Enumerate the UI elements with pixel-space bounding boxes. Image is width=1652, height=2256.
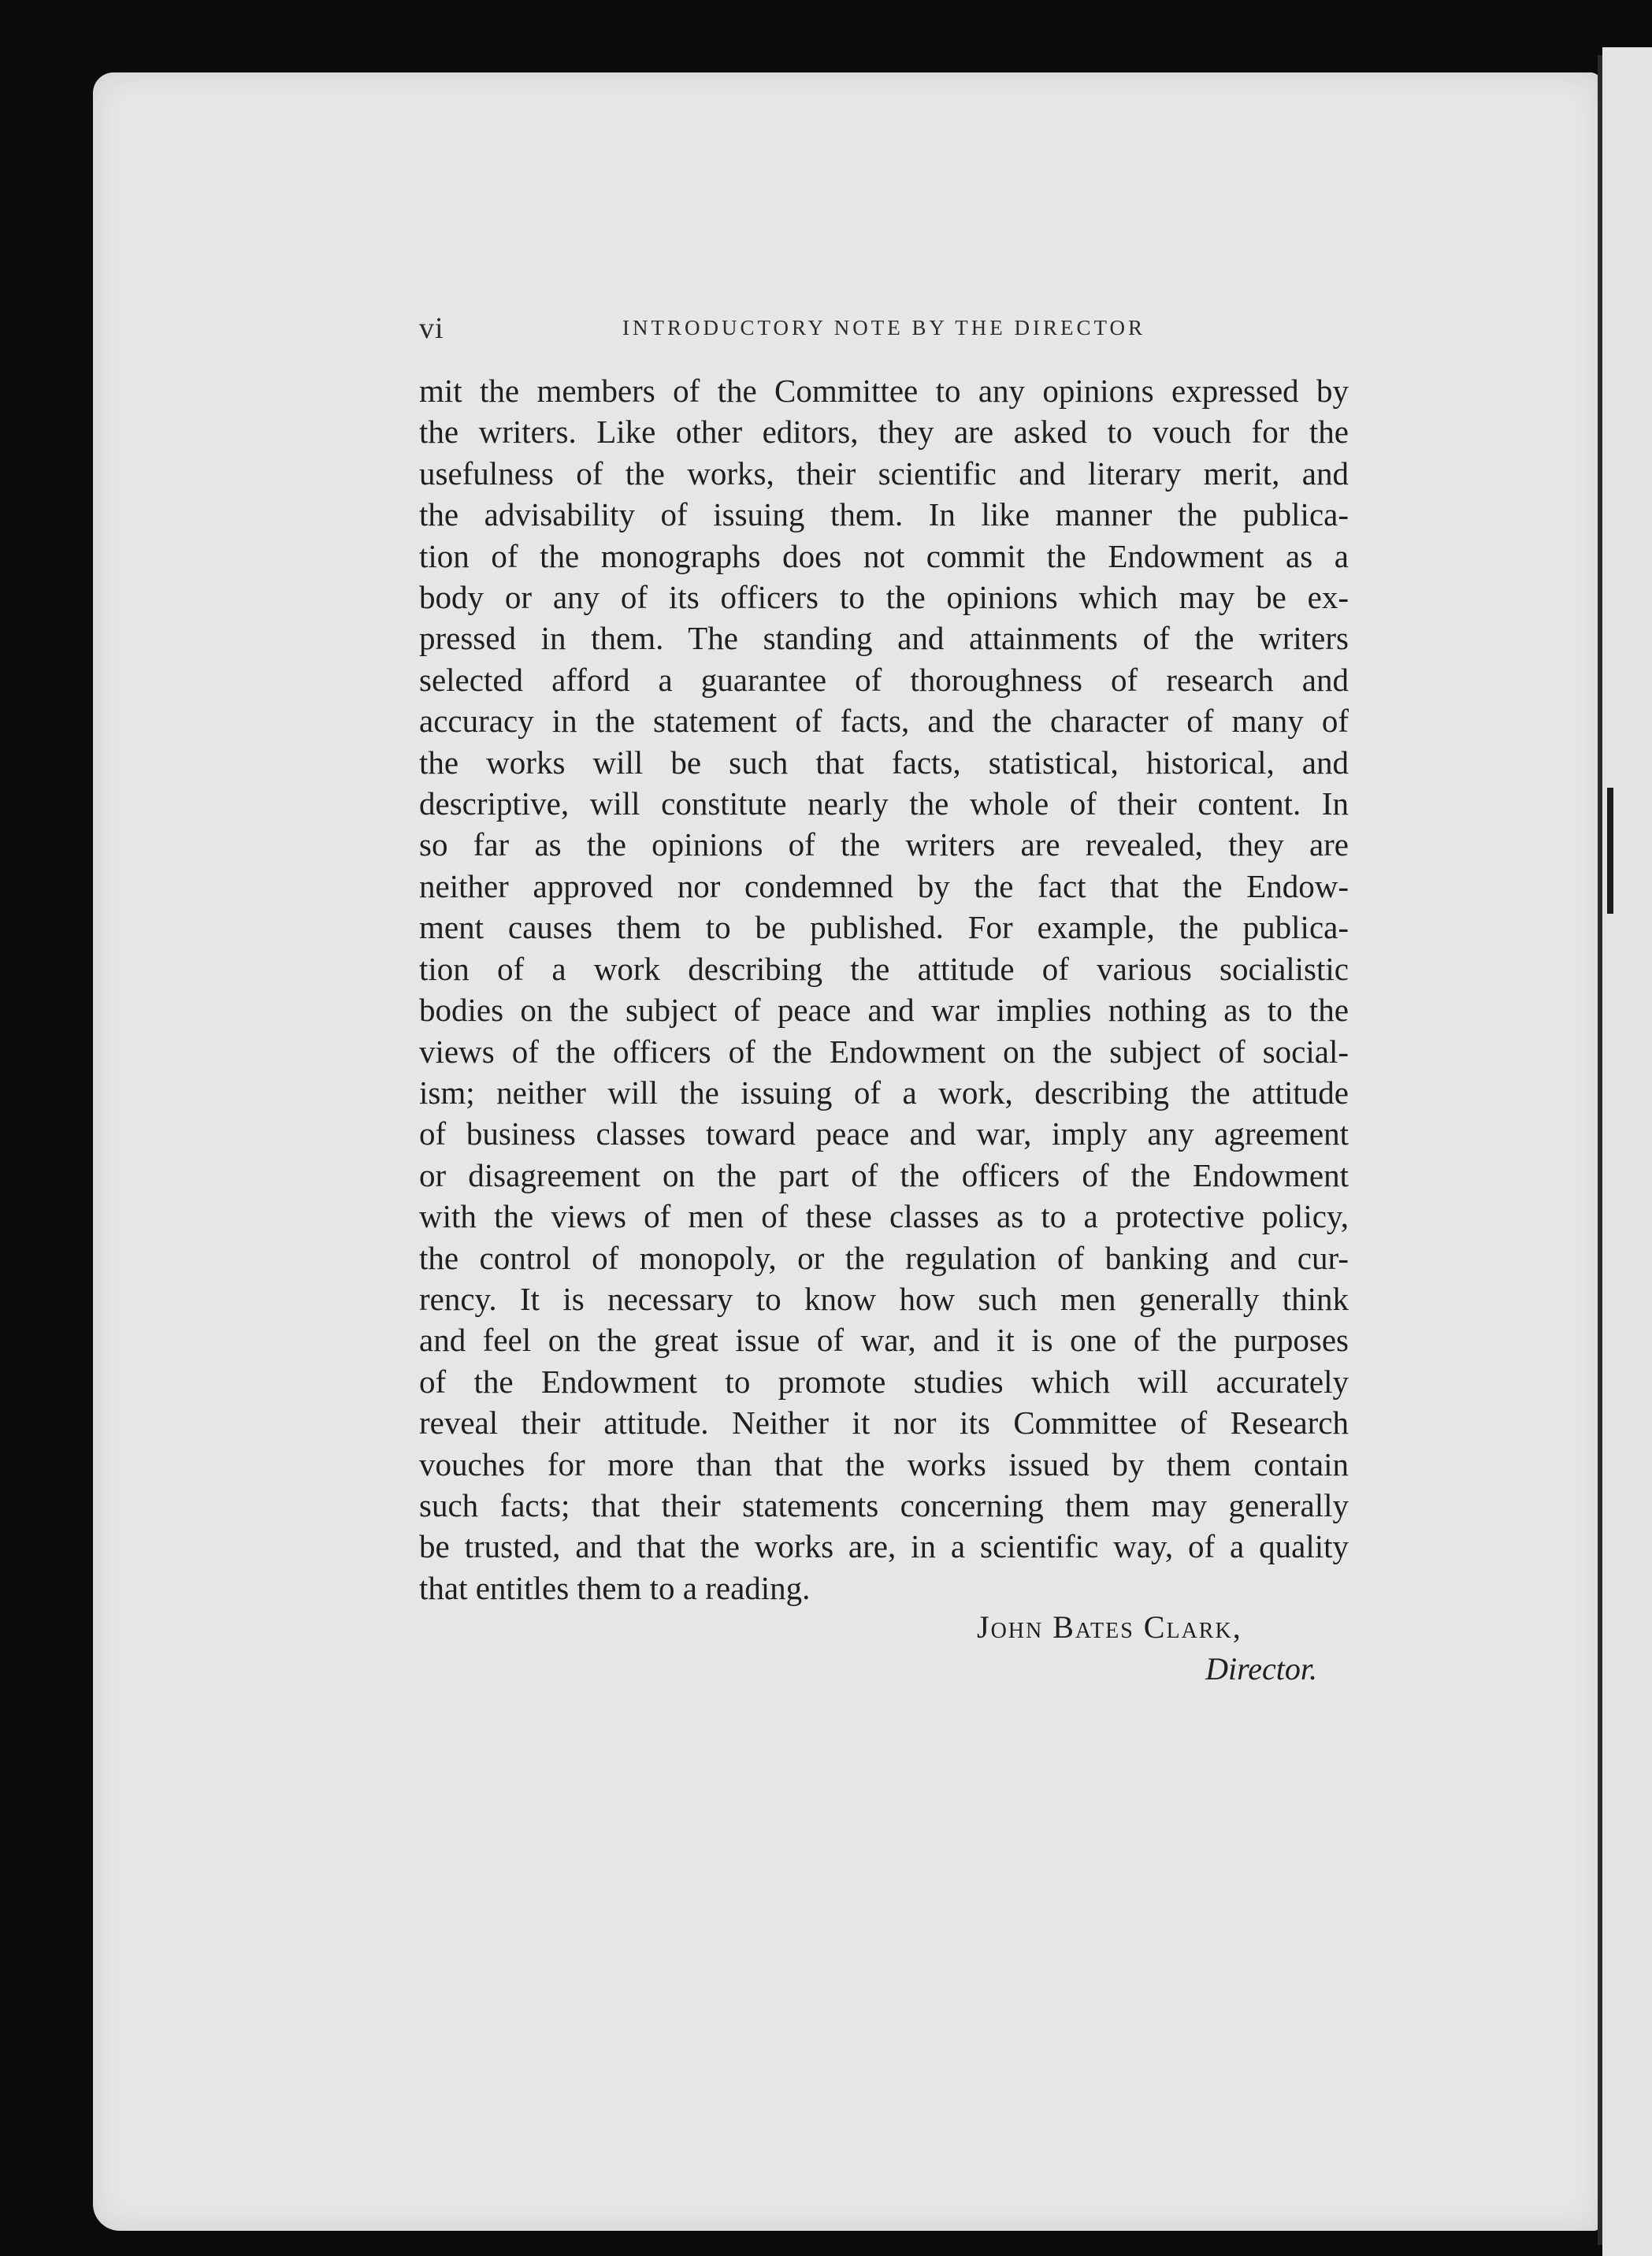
- text-line: tion of the monographs does not commit the Endowment as a: [419, 537, 1349, 574]
- text-line: mit the members of the Committee to any opinions expressed by: [419, 373, 1349, 409]
- text-line: ment causes them to be published. For example, the publica-: [419, 909, 1349, 946]
- text-line: of the Endowment to promote studies which will accurately: [419, 1363, 1349, 1400]
- text-line: rency. It is necessary to know how such men generally think: [419, 1280, 1349, 1317]
- text-line: descriptive, will constitute nearly the whole of their content. In: [419, 785, 1349, 822]
- text-line: bodies on the subject of peace and war implies nothing as to the: [419, 992, 1349, 1029]
- text-line: pressed in them. The standing and attainments of the writers: [419, 620, 1349, 657]
- text-line: accuracy in the statement of facts, and the character of many of: [419, 703, 1349, 740]
- text-line: selected afford a guarantee of thoroughness of research and: [419, 661, 1349, 698]
- text-line: or disagreement on the part of the officers of the Endowment: [419, 1156, 1349, 1193]
- text-line: the advisability of issuing them. In like manner the publica-: [419, 496, 1349, 533]
- text-line: be trusted, and that the works are, in a scientific way, of a quality: [419, 1528, 1349, 1565]
- text-line: ism; neither will the issuing of a work, describing the attitude: [419, 1074, 1349, 1111]
- text-line: body or any of its officers to the opinions which may be ex-: [419, 579, 1349, 616]
- text-line: reveal their attitude. Neither it nor its Committee of Research: [419, 1404, 1349, 1442]
- text-line: that entitles them to a reading.: [419, 1569, 811, 1606]
- body-paragraph: [419, 370, 1349, 1609]
- text-line: usefulness of the works, their scientific and literary merit, and: [419, 455, 1349, 492]
- text-line: views of the officers of the Endowment on the subject of social-: [419, 1033, 1349, 1070]
- text-line: with the views of men of these classes as to a protective policy,: [419, 1198, 1349, 1235]
- page-number: vi: [419, 312, 444, 345]
- facing-page-edge-mark: [1607, 788, 1613, 914]
- text-line: and feel on the great issue of war, and it is one of the purposes: [419, 1322, 1349, 1359]
- text-line: vouches for more than that the works issued by them contain: [419, 1445, 1349, 1482]
- signature-block: [977, 1609, 1323, 1687]
- signature-name: John Bates Clark,: [977, 1609, 1242, 1645]
- text-line: the works will be such that facts, statistical, historical, and: [419, 744, 1349, 781]
- text-line: of business classes toward peace and war, imply any agreement: [419, 1115, 1349, 1152]
- text-line: tion of a work describing the attitude of various socialistic: [419, 950, 1349, 987]
- text-line: neither approved nor condemned by the fact that the Endow-: [419, 867, 1349, 904]
- text-line: the control of monopoly, or the regulation of banking and cur-: [419, 1239, 1349, 1276]
- running-head: INTRODUCTORY NOTE BY THE DIRECTOR: [622, 316, 1146, 340]
- page-header: [419, 311, 1349, 349]
- facing-page-edge: [1602, 47, 1652, 2256]
- text-line: such facts; that their statements concerning them may generally: [419, 1486, 1349, 1523]
- text-line: the writers. Like other editors, they are asked to vouch for the: [419, 414, 1349, 451]
- signature-title: Director.: [1205, 1651, 1317, 1686]
- text-line: so far as the opinions of the writers are revealed, they are: [419, 826, 1349, 863]
